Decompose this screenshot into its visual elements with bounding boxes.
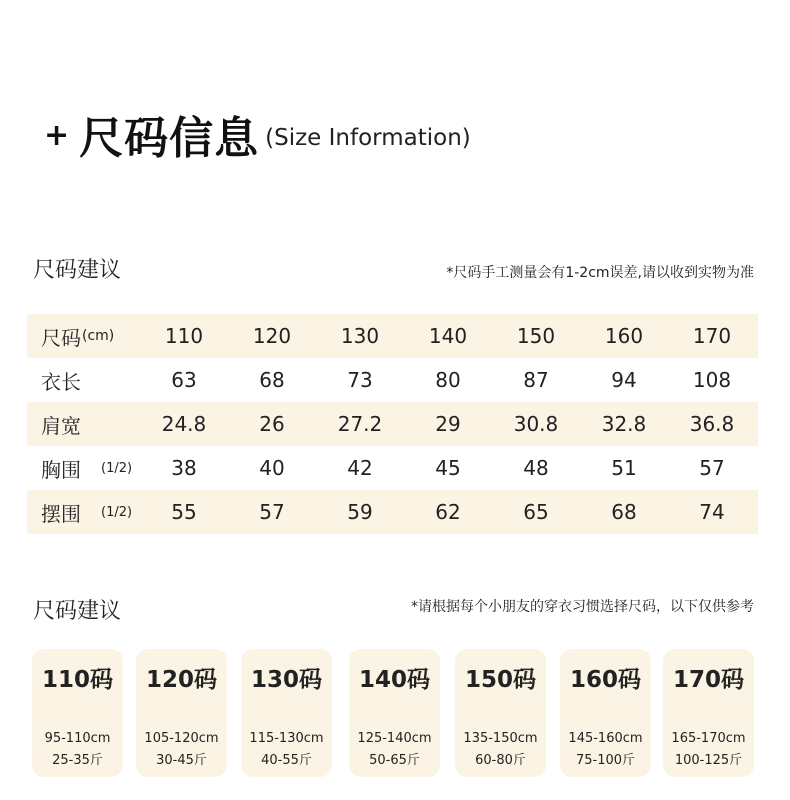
- size-card: [32, 649, 123, 777]
- card-height: 105-120cm: [144, 731, 219, 746]
- table-cell: 68: [611, 500, 637, 524]
- table-cell: 27.2: [337, 412, 383, 436]
- table-cell: 57: [259, 500, 285, 524]
- table-cell: 73: [347, 368, 373, 392]
- table-row: [27, 402, 758, 446]
- card-size: 170码: [672, 667, 744, 693]
- table-cell: 170: [692, 324, 732, 348]
- row-label-text: 肩宽: [41, 413, 81, 438]
- row-label-text: 胸围: [41, 457, 81, 482]
- size-card: [136, 649, 227, 777]
- table-cell: 74: [699, 500, 725, 524]
- size-card: [349, 649, 440, 777]
- table-cell: 65: [523, 500, 549, 524]
- table-cell: 45: [435, 456, 461, 480]
- row-label: [27, 498, 140, 527]
- card-height: 135-150cm: [463, 731, 538, 746]
- row-label-unit: (cm): [82, 328, 115, 344]
- row-label-unit: (1/2): [101, 504, 133, 520]
- row-label-text: 尺码: [41, 325, 81, 350]
- card-size: 110码: [41, 667, 113, 693]
- table-cell: 63: [171, 368, 197, 392]
- table-cell: 160: [604, 324, 644, 348]
- table-cell: 36.8: [689, 412, 735, 436]
- table-cell: 120: [252, 324, 292, 348]
- table-cell: 29: [435, 412, 461, 436]
- card-weight: 75-100斤: [575, 753, 636, 768]
- table-cell: 80: [435, 368, 461, 392]
- card-height: 115-130cm: [249, 731, 324, 746]
- table-cell: 24.8: [161, 412, 207, 436]
- table-cell: 140: [428, 324, 468, 348]
- card-weight: 100-125斤: [674, 753, 743, 768]
- row-label: [27, 322, 140, 351]
- table-row: [27, 446, 758, 490]
- size-card: [455, 649, 546, 777]
- table-row: [27, 314, 758, 358]
- size-card: [663, 649, 754, 777]
- size-table-note: *尺码手工测量会有1-2cm误差,请以收到实物为准: [446, 265, 754, 281]
- size-table: [27, 314, 758, 534]
- recommend-title: 尺码建议: [33, 599, 122, 624]
- table-cell: 150: [516, 324, 556, 348]
- card-height: 125-140cm: [357, 731, 432, 746]
- row-label-unit: (1/2): [101, 460, 133, 476]
- table-cell: 42: [347, 456, 373, 480]
- card-size: 140码: [358, 667, 430, 693]
- card-weight: 25-35斤: [52, 753, 103, 768]
- table-cell: 55: [171, 500, 197, 524]
- card-weight: 30-45斤: [156, 753, 207, 768]
- size-card: [560, 649, 651, 777]
- table-cell: 38: [171, 456, 197, 480]
- row-label: [27, 454, 140, 483]
- size-table-title: 尺码建议: [33, 258, 122, 283]
- table-cell: 130: [340, 324, 380, 348]
- card-size: 120码: [145, 667, 217, 693]
- table-cell: 110: [164, 324, 204, 348]
- table-cell: 48: [523, 456, 549, 480]
- table-cell: 57: [699, 456, 725, 480]
- table-cell: 94: [611, 368, 637, 392]
- row-label-text: 摆围: [41, 501, 81, 526]
- row-label: [27, 366, 140, 395]
- card-weight: 50-65斤: [369, 753, 420, 768]
- page-header: [44, 102, 471, 166]
- card-height: 95-110cm: [44, 731, 111, 746]
- table-cell: 108: [692, 368, 732, 392]
- card-height: 145-160cm: [568, 731, 643, 746]
- card-size: 160码: [569, 667, 641, 693]
- page-title: 尺码信息: [79, 113, 260, 164]
- card-height: 165-170cm: [671, 731, 746, 746]
- row-label: [27, 410, 140, 439]
- size-recommend-cards: [32, 649, 756, 777]
- table-cell: 40: [259, 456, 285, 480]
- table-cell: 62: [435, 500, 461, 524]
- card-weight: 40-55斤: [261, 753, 312, 768]
- plus-icon: +: [44, 117, 70, 153]
- table-cell: 59: [347, 500, 373, 524]
- table-cell: 51: [611, 456, 637, 480]
- table-cell: 68: [259, 368, 285, 392]
- table-row: [27, 358, 758, 402]
- table-row: [27, 490, 758, 534]
- row-label-text: 衣长: [41, 369, 81, 394]
- recommend-note: *请根据每个小朋友的穿衣习惯选择尺码，以下仅供参考: [411, 599, 754, 615]
- table-cell: 32.8: [601, 412, 647, 436]
- card-size: 130码: [250, 667, 322, 693]
- page-subtitle: (Size Information): [265, 125, 471, 151]
- card-weight: 60-80斤: [475, 753, 526, 768]
- size-card: [241, 649, 332, 777]
- table-cell: 30.8: [513, 412, 559, 436]
- table-cell: 87: [523, 368, 549, 392]
- table-cell: 26: [259, 412, 285, 436]
- card-size: 150码: [464, 667, 536, 693]
